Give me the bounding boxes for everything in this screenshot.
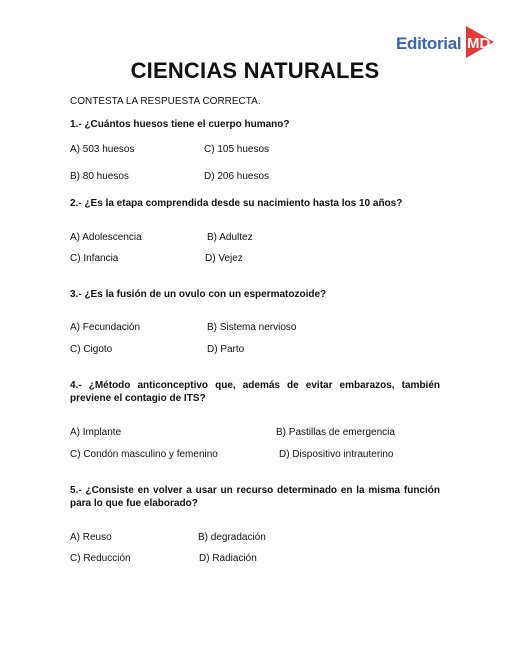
logo-text: Editorial bbox=[396, 34, 462, 53]
question-2-option-a: A) Adolescencia bbox=[70, 232, 142, 243]
question-3-option-a: A) Fecundación bbox=[70, 322, 141, 333]
question-3-option-d: D) Parto bbox=[207, 344, 245, 355]
question-5-option-a: A) Reuso bbox=[70, 532, 112, 543]
question-3-option-b: B) Sistema nervioso bbox=[207, 322, 297, 333]
question-1-option-a: A) 503 huesos bbox=[70, 144, 135, 155]
question-4: 4.- ¿Método anticonceptivo que, además de evitar embarazos, también previene el contagio de ITS? bbox=[70, 380, 440, 404]
page-title: CIENCIAS NATURALES bbox=[130, 58, 380, 83]
question-2-option-d: D) Vejez bbox=[205, 253, 243, 264]
svg-text:MD: MD bbox=[467, 35, 491, 52]
question-5-option-b: B) degradación bbox=[198, 532, 266, 543]
question-1-option-c: C) 105 huesos bbox=[204, 144, 270, 155]
question-1: 1.- ¿Cuántos huesos tiene el cuerpo humano? bbox=[70, 119, 290, 130]
question-5-option-d: D) Radiación bbox=[199, 553, 257, 564]
question-5-option-c: C) Reducción bbox=[70, 553, 131, 564]
question-4-option-b: B) Pastillas de emergencia bbox=[276, 427, 395, 438]
question-2: 2.- ¿Es la etapa comprendida desde su nacimiento hasta los 10 años? bbox=[70, 198, 403, 209]
question-3: 3.- ¿Es la fusión de un ovulo con un espermatozoide? bbox=[70, 289, 327, 300]
question-5: 5.- ¿Consiste en volver a usar un recurso determinado en la misma función para lo que fue elaborado? bbox=[70, 485, 440, 509]
question-4-option-d: D) Dispositivo intrauterino bbox=[279, 449, 394, 460]
question-2-option-b: B) Adultez bbox=[207, 232, 253, 243]
question-1-option-d: D) 206 huesos bbox=[204, 171, 270, 182]
question-2-option-c: C) Infancia bbox=[70, 253, 119, 264]
question-1-option-b: B) 80 huesos bbox=[70, 171, 129, 182]
instructions: CONTESTA LA RESPUESTA CORRECTA. bbox=[70, 96, 261, 107]
md-logo-icon bbox=[460, 22, 500, 62]
question-3-option-c: C) Cigoto bbox=[70, 344, 113, 355]
question-4-option-c: C) Condón masculino y femenino bbox=[70, 449, 218, 460]
question-4-option-a: A) Implante bbox=[70, 427, 122, 438]
